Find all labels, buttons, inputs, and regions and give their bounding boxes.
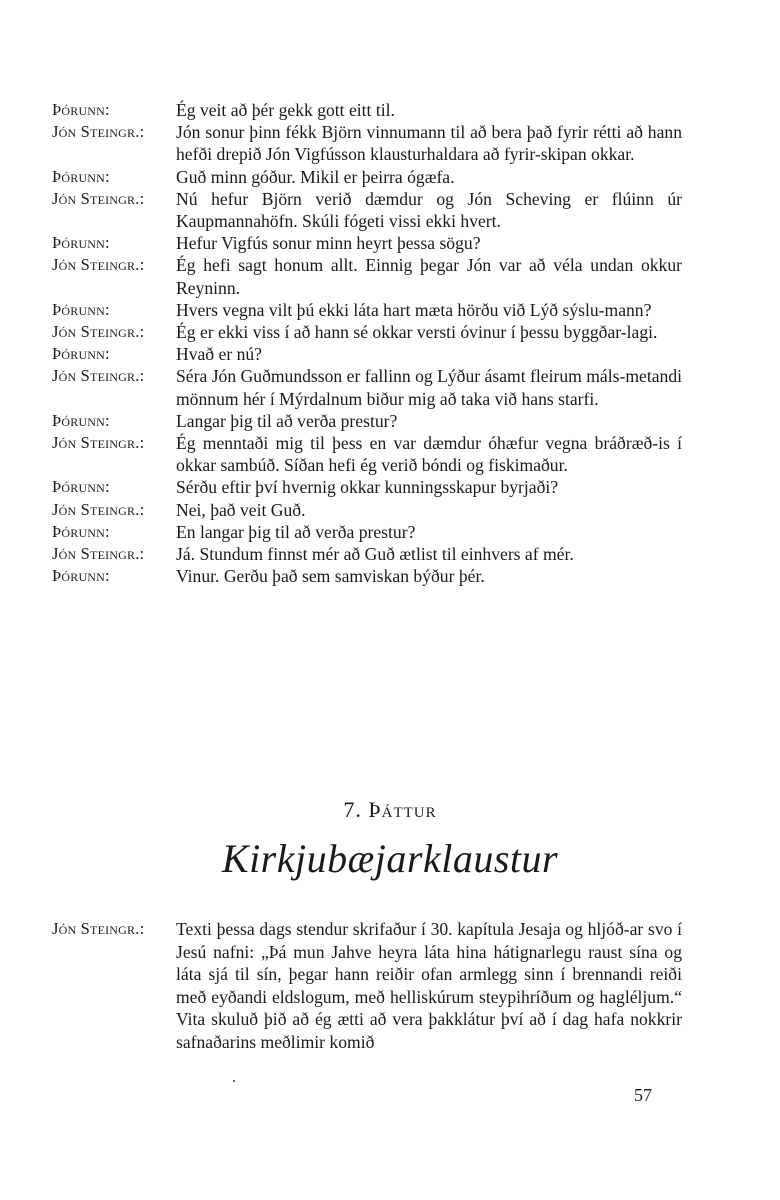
dialogue-line (52, 188, 682, 232)
dialogue-line (52, 521, 682, 543)
dialogue-line (52, 299, 682, 321)
print-speck (233, 1080, 235, 1082)
speaker-label: Jón Steingr.: (52, 433, 145, 453)
speaker-label: Þórunn: (52, 521, 110, 541)
speech-text: Séra Jón Guðmundsson er fallinn og Lýður ásamt fleirum máls-metandi mönnum hér í Mýrdalnum biður mig að taka við hans starfi. (176, 366, 682, 409)
speaker-label: Þórunn: (52, 299, 110, 319)
speech-text: Nú hefur Björn verið dæmdur og Jón Scheving er flúinn úr Kaupmannahöfn. Skúli fógeti vissi ekki hvert. (176, 188, 682, 232)
dialogue-line (52, 499, 682, 521)
speaker-label: Þórunn: (52, 566, 110, 586)
speaker-label: Jón Steingr.: (52, 322, 145, 342)
speech-text: Nei, það veit Guð. (176, 499, 306, 520)
dialogue-line (52, 565, 682, 587)
speech-text: Ég menntaði mig til þess en var dæmdur óhæfur vegna bráðræð-is í okkar sambúð. Síðan hefi ég verið bóndi og fiskimaður. (176, 433, 682, 476)
speaker-label: Jón Steingr.: (52, 919, 145, 938)
speech-text: Hvers vegna vilt þú ekki láta hart mæta hörðu við Lýð sýslu-mann? (176, 299, 652, 320)
monologue-section (52, 918, 682, 1054)
speaker-label: Jón Steingr.: (52, 366, 145, 386)
dialogue-line (52, 254, 682, 298)
speaker-label: Þórunn: (52, 477, 110, 497)
dialogue-line (52, 918, 682, 1054)
dialogue-line (52, 410, 682, 432)
dialogue-line (52, 121, 682, 165)
speech-text: En langar þig til að verða prestur? (176, 521, 416, 542)
dialogue-line (52, 476, 682, 498)
speech-text: Ég veit að þér gekk gott eitt til. (176, 100, 395, 120)
speech-text: Ég er ekki viss í að hann sé okkar versti óvinur í þessu byggðar-lagi. (176, 322, 658, 343)
speech-text: Já. Stundum finnst mér að Guð ætlist til einhvers af mér. (176, 544, 574, 565)
speaker-label: Jón Steingr.: (52, 499, 145, 519)
dialogue-line (52, 321, 682, 343)
dialogue-line (52, 365, 682, 409)
chapter-number: 7. (343, 797, 362, 822)
speaker-label: Jón Steingr.: (52, 544, 145, 564)
speech-text: Ég hefi sagt honum allt. Einnig þegar Jón var að véla undan okkur Reyninn. (176, 255, 682, 298)
speech-text: Texti þessa dags stendur skrifaður í 30. kapítula Jesaja og hljóð-ar svo í Jesú nafni: „Þá mun Jahve heyra láta hina hátignarlegu raust sína og láta sjá til sín, þegar hann reiðir ofan armlegg sinn í brennandi reiði með eyðandi eldslogum, með helliskúrum steypihríðum og hagléljum.“ Vita skuluð þið að ég ætti að vera þakklátur því að í dag hafa nokkrir safnaðarins meðlimir komið (176, 919, 682, 1052)
dialogue-line (52, 166, 682, 188)
speaker-label: Jón Steingr.: (52, 188, 145, 208)
speech-text: Sérðu eftir því hvernig okkar kunningsskapur byrjaði? (176, 477, 559, 498)
speaker-label: Þórunn: (52, 166, 110, 186)
dialogue-line (52, 543, 682, 565)
speech-text: Vinur. Gerðu það sem samviskan býður þér. (176, 566, 485, 587)
speaker-label: Þórunn: (52, 100, 110, 119)
speaker-label: Þórunn: (52, 233, 110, 253)
dialogue-line (52, 432, 682, 476)
dialogue-line (52, 232, 682, 254)
speech-text: Jón sonur þinn fékk Björn vinnumann til að bera það fyrir rétti að hann hefði drepið Jón Vigfússon klausturhaldara að fyrir-skipan okkar. (176, 122, 682, 165)
speech-text: Langar þig til að verða prestur? (176, 410, 398, 431)
speech-text: Hvað er nú? (176, 344, 262, 365)
dialogue-section (52, 99, 682, 587)
speech-text: Hefur Vigfús sonur minn heyrt þessa sögu? (176, 233, 481, 254)
speaker-label: Þórunn: (52, 344, 110, 364)
chapter-heading (0, 797, 780, 823)
chapter-title: Kirkjubæjarklaustur (221, 836, 559, 881)
page-number: 57 (634, 1085, 652, 1105)
dialogue-line (52, 343, 682, 365)
speaker-label: Jón Steingr.: (52, 255, 145, 275)
chapter-label: Þáttur (368, 797, 437, 822)
dialogue-line (52, 99, 682, 121)
speaker-label: Jón Steingr.: (52, 122, 145, 142)
speech-text: Guð minn góður. Mikil er þeirra ógæfa. (176, 166, 455, 187)
speaker-label: Þórunn: (52, 410, 110, 430)
